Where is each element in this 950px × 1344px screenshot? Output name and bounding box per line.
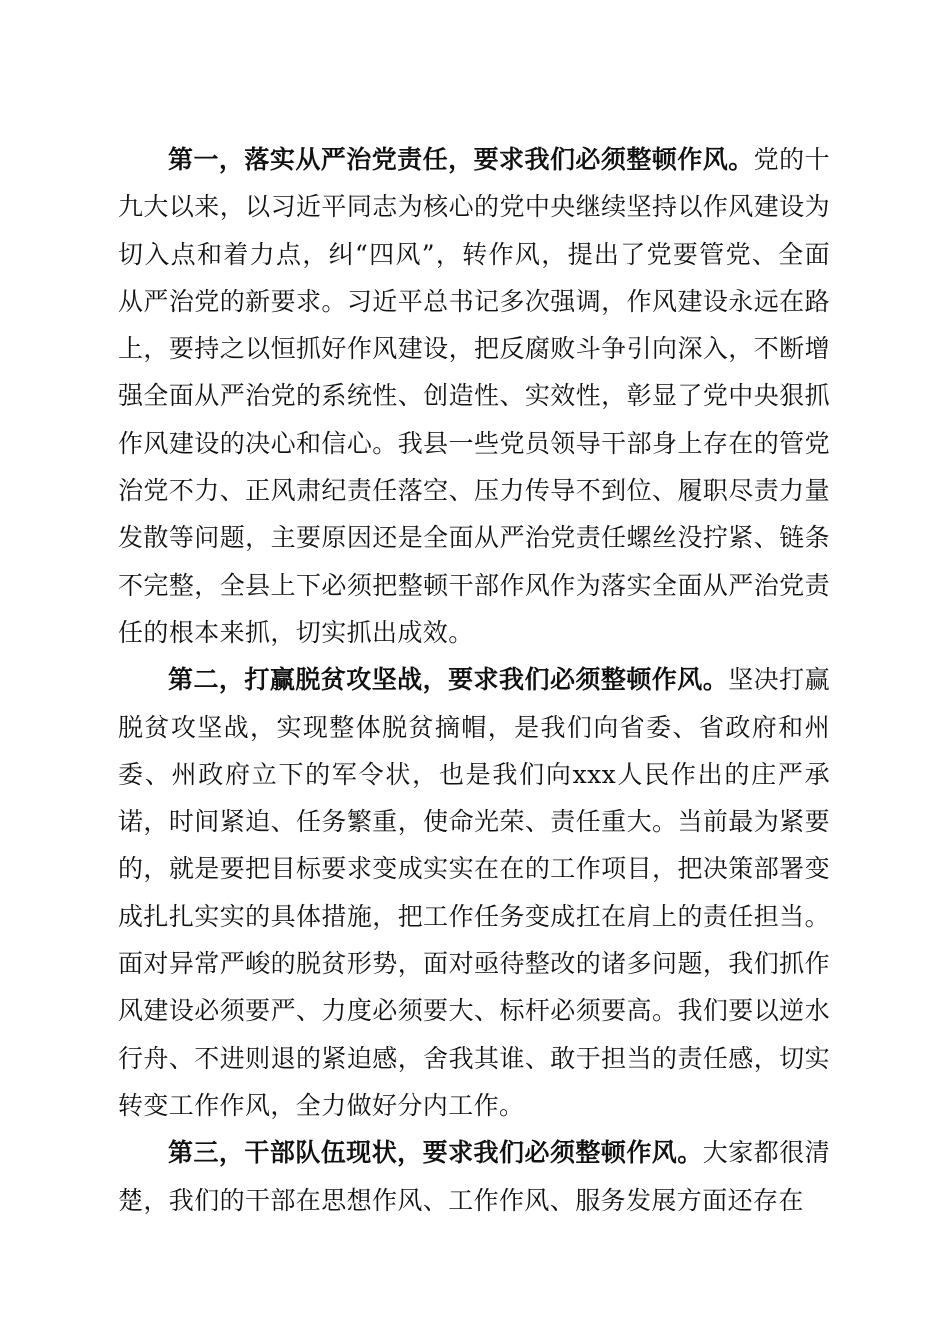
paragraph-3-heading: 第三，干部队伍现状，要求我们必须整顿作风。 bbox=[168, 1138, 703, 1168]
paragraph-2-text: 坚决打赢脱贫攻坚战，实现整体脱贫摘帽，是我们向省委、省政府和州委、州政府立下的军令状，也是我们向xxx人民作出的庄严承诺，时间紧迫、任务繁重，使命光荣、责任重大。当前最为紧要的，就是要把目标要求变成实实在在的工作项目，把决策部署变成扎扎实实的具体措施，把工作任务变成扛在肩上的责任担当。面对异常严峻的脱贫形势，面对亟待整改的诸多问题，我们抓作风建设必须要严、力度必须要大、标杆必须要高。我们要以逆水行舟、不进则退的紧迫感，舍我其谁、敢于担当的责任感，切实转变工作作风，全力做好分内工作。 bbox=[118, 665, 830, 1120]
paragraph-2-heading: 第二，打赢脱贫攻坚战，要求我们必须整顿作风。 bbox=[168, 665, 729, 695]
paragraph-3 bbox=[118, 1129, 830, 1224]
paragraph-2 bbox=[118, 656, 830, 1129]
paragraph-1-text: 党的十九大以来，以习近平同志为核心的党中央继续坚持以作风建设为切入点和着力点，纠“四风”，转作风，提出了党要管党、全面从严治党的新要求。习近平总书记多次强调，作风建设永远在路上，要持之以恒抓好作风建设，把反腐败斗争引向深入，不断增强全面从严治党的系统性、创造性、实效性，彰显了党中央狠抓作风建设的决心和信心。我县一些党员领导干部身上存在的管党治党不力、正风肃纪责任落空、压力传导不到位、履职尽责力量发散等问题，主要原因还是全面从严治党责任螺丝没拧紧、链条不完整，全县上下必须把整顿干部作风作为落实全面从严治党责任的根本来抓，切实抓出成效。 bbox=[118, 145, 830, 647]
paragraph-1-heading: 第一，落实从严治党责任，要求我们必须整顿作风。 bbox=[168, 145, 754, 174]
paragraph-1 bbox=[118, 136, 830, 656]
paragraph-3-text: 大家都很清楚，我们的干部在思想作风、工作作风、服务发展方面还存在 bbox=[118, 1138, 830, 1215]
document-body bbox=[118, 136, 830, 1224]
